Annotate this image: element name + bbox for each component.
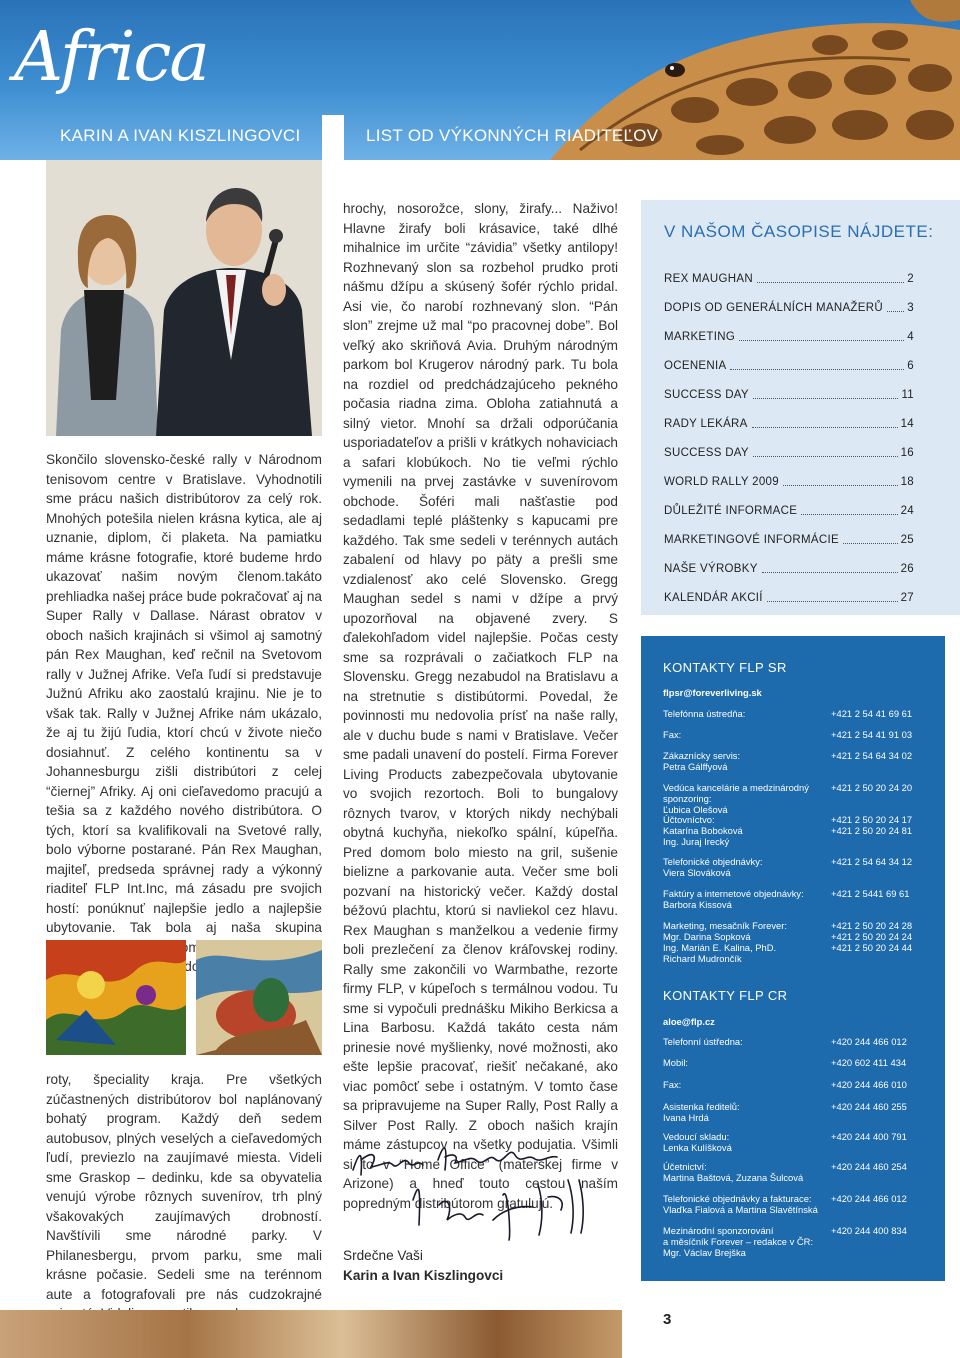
contacts-sr-email[interactable]: flpsr@foreverliving.sk — [663, 687, 762, 698]
toc-item[interactable] — [664, 554, 914, 583]
contact-phone[interactable]: +421 2 54 64 34 12 — [831, 856, 913, 867]
contact-label: Telefonické objednávky: Viera Slováková — [663, 856, 763, 878]
contact-label: Marketing, mesačník Forever: Mgr. Darina Sopková Ing. Marián E. Kalina, PhD. Richard Mudrončík — [663, 920, 787, 964]
contacts-cr-email[interactable]: aloe@flp.cz — [663, 1016, 715, 1027]
toc-item[interactable] — [664, 438, 914, 467]
toc-item-label: DŮLEŽITÉ INFORMACE — [664, 504, 798, 517]
contact-label: Telefónna ústredňa: — [663, 708, 746, 719]
contact-phone[interactable]: +421 2 54 64 34 02 — [831, 750, 913, 761]
contact-label: Vedúca kancelárie a medzinárodný sponzoring: Ľubica Olešová — [663, 782, 809, 815]
toc-item-page: 24 — [900, 504, 914, 517]
toc-item-label: MARKETING — [664, 330, 736, 343]
toc-item-page: 16 — [900, 446, 914, 459]
article-column-1-continued — [46, 1070, 322, 1324]
contact-label: Účtovníctvo: Katarína Boboková Ing. Juraj Irecký — [663, 814, 743, 847]
author-heading: KARIN A IVAN KISZLINGOVCI — [60, 126, 301, 145]
contact-phone[interactable]: +420 244 460 254 — [831, 1161, 907, 1172]
header-divider — [322, 115, 344, 160]
contact-phone[interactable]: +421 2 5441 69 61 — [831, 888, 910, 899]
toc-item[interactable] — [664, 264, 914, 293]
toc-leader-dots — [752, 417, 898, 428]
toc-item-label: SUCCESS DAY — [664, 446, 749, 459]
contacts-box — [641, 636, 945, 1281]
artwork-image-1 — [46, 940, 186, 1055]
toc-item-page: 25 — [900, 533, 914, 546]
contact-phone[interactable]: +420 244 466 012 — [831, 1193, 907, 1204]
toc-item-label: NAŠE VÝROBKY — [664, 562, 758, 575]
contact-phone[interactable]: +420 244 466 012 — [831, 1036, 907, 1047]
toc-leader-dots — [843, 533, 898, 544]
portrait-photo — [46, 160, 322, 436]
toc-item-label: DOPIS OD GENERÁLNÍCH MANAŽERŮ — [664, 301, 883, 314]
toc-item-page: 3 — [907, 301, 914, 314]
contact-label: Vedoucí skladu: Lenka Kulíšková — [663, 1131, 732, 1153]
toc-leader-dots — [767, 591, 898, 602]
handwritten-signature — [343, 1125, 603, 1245]
contact-phone[interactable]: +420 244 466 010 — [831, 1079, 907, 1090]
toc-item-page: 6 — [907, 359, 914, 372]
article-column-2 — [343, 199, 618, 1213]
toc-item-page: 4 — [907, 330, 914, 343]
article-paragraph: hrochy, nosorožce, slony, žirafy... Naživo! Hlavne žirafy boli krásavice, také dlhé mihalnice im určite “závidia” všetky antilopy! Rozhnevaný slon sa rozbehol prudko proti nášmu džípu a skúsený šofér rýchlo pridal. Asi vie, čo narobí rozhnevaný slon. “Pán slon” zrejme už mal “po pracovnej dobe”. Bol veľký ako skriňová Avia. Druhým národným parkom bol Krugerov národný park. Tu bola na rozdiel od predchádzajúceho pekného počasia riadna zima. Obloha zatiahnutá a silný vietor. Mnohí sa držali odporúčania usporiadateľov a prišli v krátkych nohaviciach a safari klobúkoch. No tie veľmi rýchlo vymenili na prvej zastávke v suvenírovom obchode. Šoféri mali našťastie pod sedadlami teplé pláštenky s kapucami pre každého. Tak sme sedeli v terénnych autách zabalení od hlavy po päty a prešli sme vzdialenosť ako celé Slovensko. Gregg Maughan sedel s nami v džípe a prvý upozorňoval na objavené zvery. S ďalekohľadom videl najlepšie. Počas cesty sme sa rozprávali o začiatkoch FLP na Slovensku. Gregg nezabudol na Bratislavu a na stretnutie s distibútormi. Povedal, že povinnosti mu nedovolia prísť na naše rally, ale v duchu bude s nami v Bratislave. Večer sme padali unavení do postelí. Firma Forever Living Products zabezpečovala ubytovanie vo svojich rezortoch. Boli to bungalovy rôznych tvarov, v ktorých nikdy nechýbali obytná kuchyňa, niekoľko spální, kúpeľňa. Pred domom bolo miesto na gril, sušenie bielizne a parkovanie auta. Večer sme boli pozvaní na historický večer. Každý dostal béžovú plachtu, ktorú si navliekol cez hlavu. Rex Maughan s manželkou a vedenie firmy boli prezlečení za členov kráľovskej rodiny. Rally sme zakončili vo Warmbathe, rezorte firmy FLP, v kúpeľoch s termálnou vodou. Tu sme si vypočuli prednášku Mikiho Berkicsa a Lina Barbosu. Každá takáto cesta nám prinesie nové myšlienky, nové možnosti, ako ešte lepšie pracovať, riešiť nečakané, ako viac pomôcť sebe i ostatným. V tomto čase sa pripravujeme na Super Rally, Post Rally a Silver Post Rally. Z oboch našich krajín máme zástupcov na všetky podujatia. Všimli si to v “Home Office” (materskej firme v Arizone) a hneď touto cestou naším popredným distribútorom gratulujú. — [343, 201, 618, 1211]
toc-item-label: KALENDÁR AKCIÍ — [664, 591, 763, 604]
contact-label: Fax: — [663, 729, 682, 740]
toc-item[interactable] — [664, 322, 914, 351]
toc-list — [664, 264, 914, 612]
artwork-image-2 — [196, 940, 322, 1055]
contact-label: Fax: — [663, 1079, 682, 1090]
contacts-sr-title: KONTAKTY FLP SR — [663, 660, 787, 675]
toc-item[interactable] — [664, 583, 914, 612]
page-number: 3 — [663, 1311, 672, 1328]
toc-item-label: MARKETINGOVÉ INFORMÁCIE — [664, 533, 839, 546]
closing-signature-names: Karin a Ivan Kiszlingovci — [343, 1268, 504, 1283]
contact-phone[interactable]: +420 244 400 791 — [831, 1131, 907, 1142]
article-column-1 — [46, 450, 322, 977]
contact-label: Mezinárodní sponzorování a měsíčník Forever – redakce v ČR: Mgr. Václav Brejška — [663, 1225, 814, 1258]
toc-item-page: 18 — [900, 475, 914, 488]
contact-label: Mobil: — [663, 1057, 689, 1068]
toc-leader-dots — [730, 359, 904, 370]
contact-phone[interactable]: +421 2 54 41 91 03 — [831, 729, 913, 740]
contact-phone[interactable]: +421 2 50 20 24 20 — [831, 782, 913, 793]
article-paragraph: Skončilo slovensko-české rally v Národnom tenisovom centre v Bratislave. Vyhodnotili sme prácu našich distribútorov za celý rok. Mnohých potešila nielen krásna kytica, ale aj uznanie, diplom, či plaketa. Na pamiatku máme krásne fotografie, ktoré budeme hrdo ukazovať našim novým členom.takáto prehliadka našej práce bude pokračovať aj na Super Rally v Dallase. Nárast obratov v oboch našich krajinách si všimol aj samotný pán Rex Maughan, keď rečnil na Svetovom rally v Južnej Afrike. Veľa ľudí si predstavuje Južnú Afriku ako zaostalú krajinu. Nie je to však tak. Rally v Južnej Afrike nám ukázalo, že aj tu žijú ľudia, ktorí chcú v živote niečo dosiahnuť. Z celého kontinentu sa v Johannesburgu zišli distribútori z celej “čiernej” Afriky. Aj oni cieľavedomo pracujú a tešia sa z každého nového distribútora. O tých, ktorí sa kvalifikovali na Svetové rally, bolo výborne postarané. Pán Rex Maughan, majiteľ, predseda správnej rady a výkonný riaditeľ FLP Int.Inc, má zásadu pre svojich hostí: ponúknuť najlepšie jedlo a najlepšie ubytovanie. Tak bola aj naša skupina — [46, 452, 322, 935]
contact-label: Telefonní ústředna: — [663, 1036, 743, 1047]
page-header — [0, 0, 960, 160]
toc-item[interactable] — [664, 293, 914, 322]
table-of-contents — [641, 200, 960, 615]
article-paragraph: roty, špeciality kraja. Pre všetkých zúčastnených distribútorov bol naplánovaný bohatý program. Každý deň sedem autobusov, plných veselých a cieľavedomých ľudí, previezlo na zaujímavé miesta. Videli sme Graskop – dedinku, kde sa obyvatelia venujú výrobe rôznych suvenírov, trh plný všakovakých zaujímavých drobností. Navštívili sme národné parky. V Philanesbergu, prvom parku, sme mali krásne počasie. Sedeli sme na terénnom aute a fotografovali pre nás cudzokrajné — [46, 1072, 322, 1302]
contact-label: Asistenka ředitelů: Ivana Hrdá — [663, 1101, 740, 1123]
toc-item-label: OCENENIA — [664, 359, 727, 372]
contact-label: Telefonické objednávky a fakturace: Vlaďka Fialová a Martina Slavětínská — [663, 1193, 818, 1215]
contacts-cr-title: KONTAKTY FLP CR — [663, 988, 788, 1003]
contact-label: Účetnictví: Martina Baštová, Zuzana Šulcová — [663, 1161, 804, 1183]
toc-item[interactable] — [664, 380, 914, 409]
toc-item-page: 27 — [900, 591, 914, 604]
toc-title: V NAŠOM ČASOPISE NÁJDETE: — [664, 222, 934, 241]
contact-phone[interactable]: +421 2 50 20 24 28 +421 2 50 20 24 24 +421 2 50 20 24 44 — [831, 920, 913, 953]
toc-leader-dots — [739, 330, 904, 341]
toc-leader-dots — [753, 446, 898, 457]
toc-leader-dots — [762, 562, 898, 573]
toc-item-page: 11 — [901, 388, 914, 401]
toc-item[interactable] — [664, 525, 914, 554]
toc-item-label: SUCCESS DAY — [664, 388, 749, 401]
toc-item-label: REX MAUGHAN — [664, 272, 753, 285]
contact-phone[interactable]: +420 602 411 434 — [831, 1057, 907, 1068]
contact-phone[interactable]: +421 2 50 20 24 17 +421 2 50 20 24 81 — [831, 814, 913, 836]
contact-label: Faktúry a internetové objednávky: Barbora Kissová — [663, 888, 804, 910]
toc-item[interactable] — [664, 467, 914, 496]
contact-phone[interactable]: +421 2 54 41 69 61 — [831, 708, 913, 719]
toc-item[interactable] — [664, 409, 914, 438]
page-title: LIST OD VÝKONNÝCH RIADITEĽOV — [366, 126, 659, 145]
toc-item-page: 26 — [900, 562, 914, 575]
toc-item[interactable] — [664, 351, 914, 380]
toc-item-page: 2 — [907, 272, 914, 285]
contact-phone[interactable]: +420 244 460 255 — [831, 1101, 907, 1112]
toc-item[interactable] — [664, 496, 914, 525]
toc-leader-dots — [783, 475, 898, 486]
closing-greeting: Srdečne Vaši — [343, 1248, 423, 1263]
toc-leader-dots — [887, 301, 904, 312]
giraffe-pattern-footer — [0, 1310, 622, 1358]
contact-phone[interactable]: +420 244 400 834 — [831, 1225, 907, 1236]
toc-leader-dots — [801, 504, 897, 515]
toc-leader-dots — [753, 388, 899, 399]
closing-block — [343, 1246, 503, 1286]
toc-item-page: 14 — [900, 417, 914, 430]
africa-logo: Africa — [14, 18, 208, 97]
toc-item-label: RADY LEKÁRA — [664, 417, 748, 430]
toc-item-label: WORLD RALLY 2009 — [664, 475, 779, 488]
toc-leader-dots — [757, 272, 904, 283]
contact-label: Zákaznícky servis: Petra Gálffyová — [663, 750, 741, 772]
